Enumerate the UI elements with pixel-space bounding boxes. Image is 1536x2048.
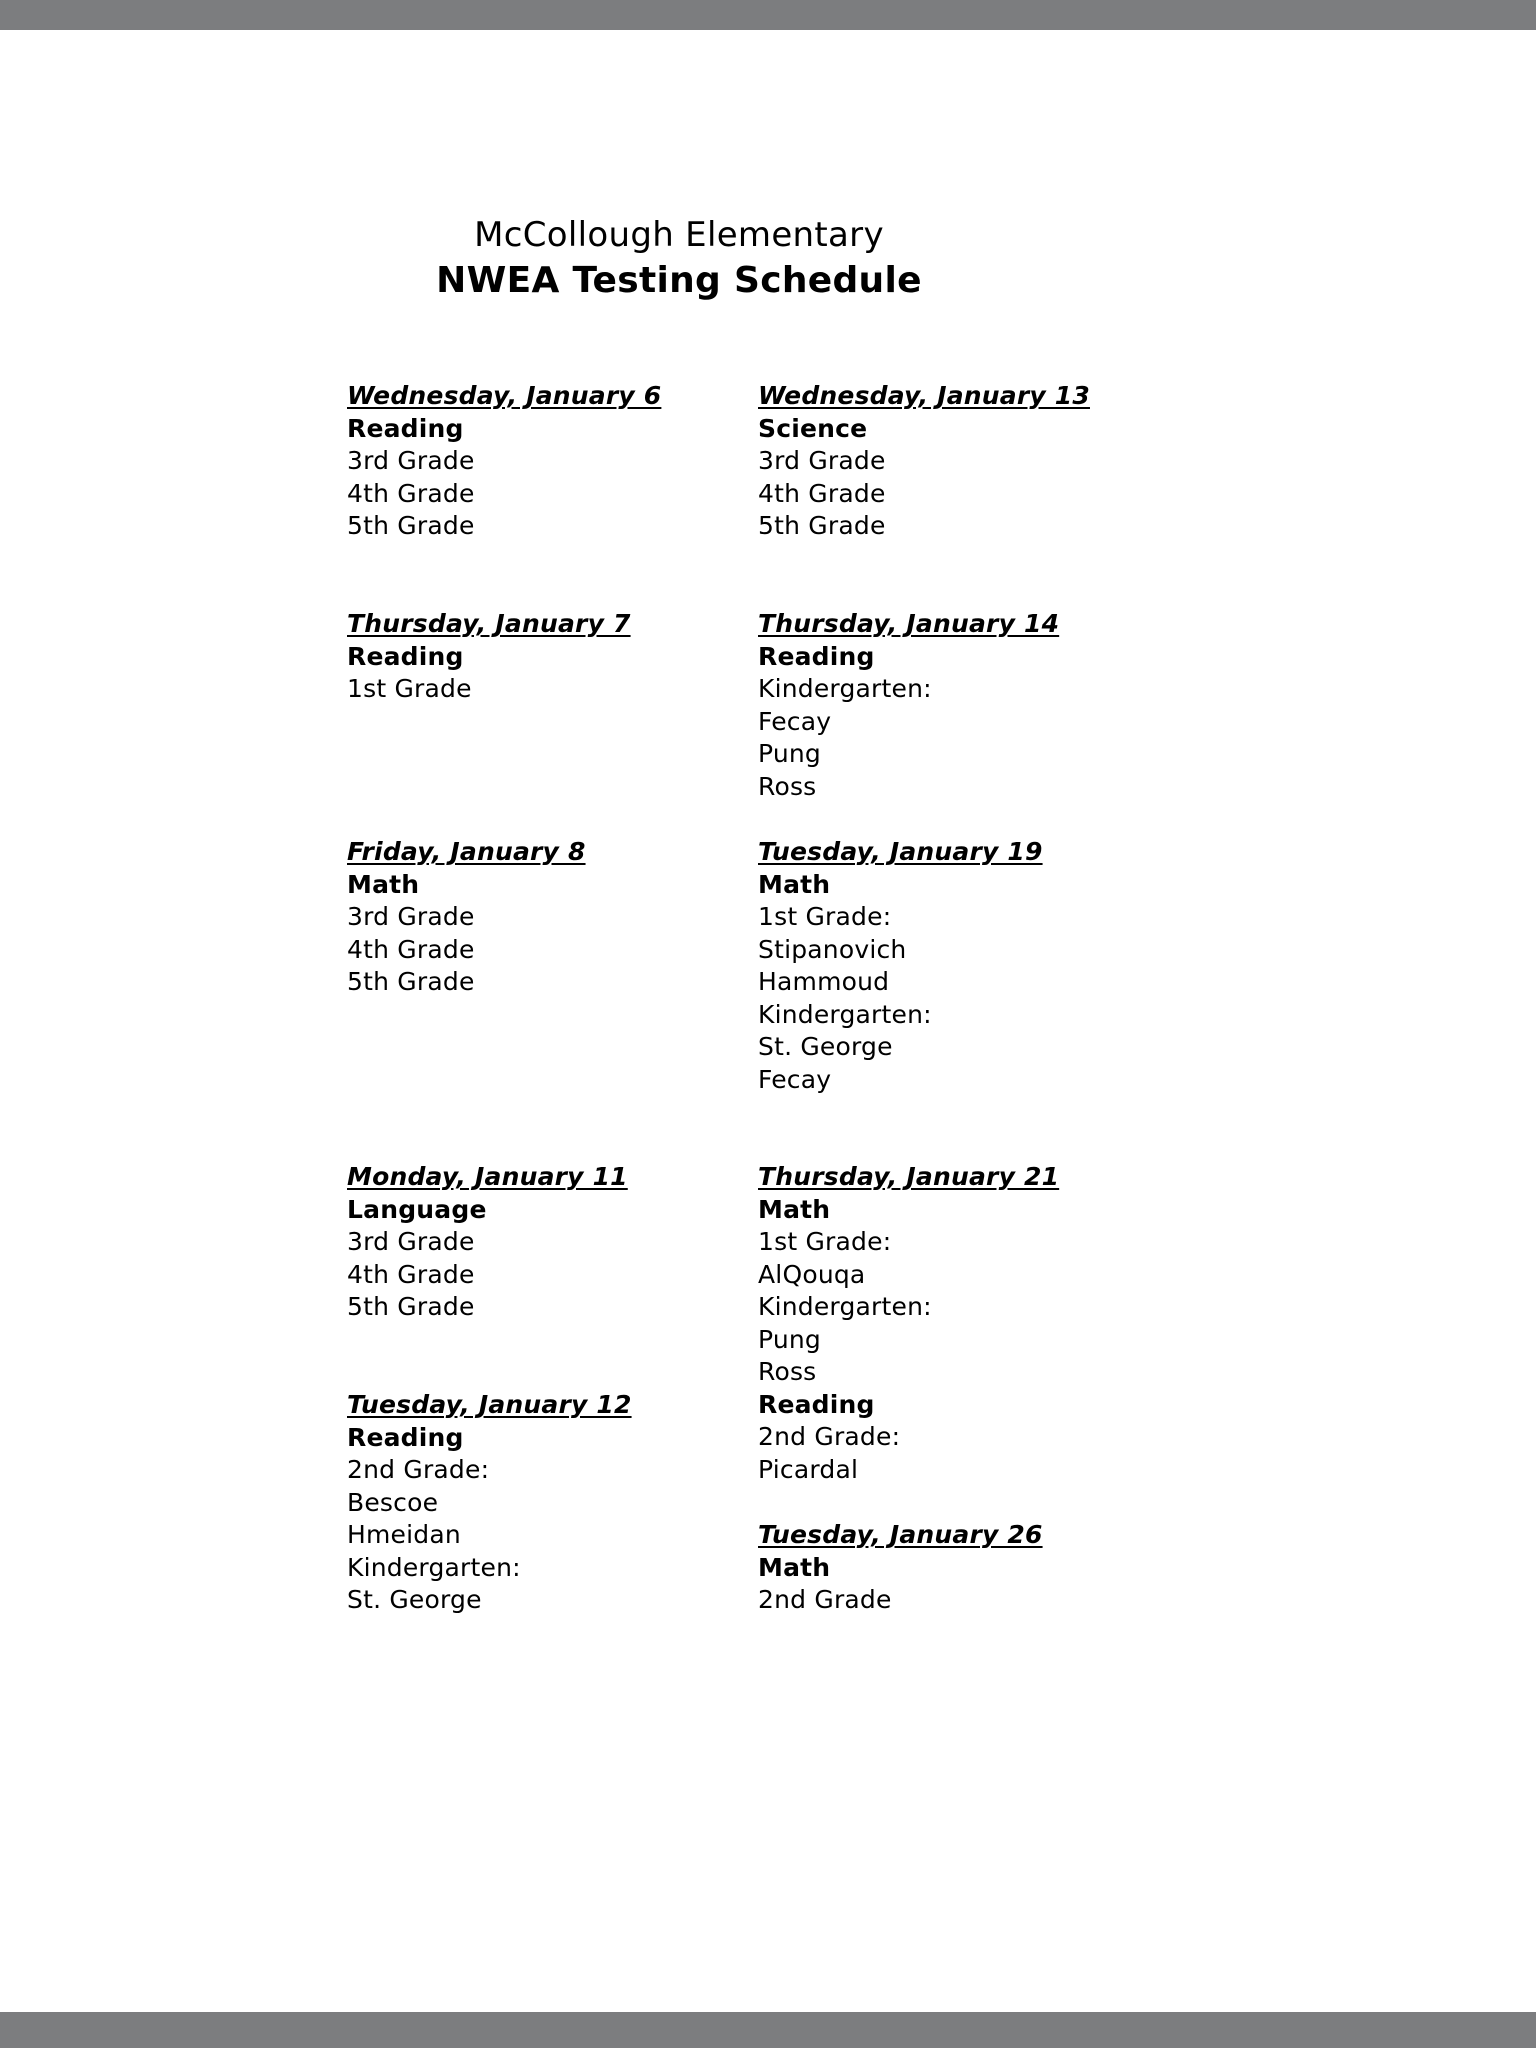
document-title: NWEA Testing Schedule [436,260,922,301]
session-item: 4th Grade [347,1259,475,1289]
session-item: Picardal [758,1454,859,1484]
session-item: St. George [347,1585,482,1614]
schedule-day-block [347,380,747,543]
session-item: Pung [758,739,821,768]
session-subject: Reading [347,1422,464,1452]
session-subject: Science [758,413,868,443]
schedule-day-block [758,1161,1158,1486]
session-item: Kindergarten: [758,999,932,1029]
session-item: 3rd Grade [347,902,475,931]
session-item: Hammoud [758,967,890,996]
day-date: Tuesday, January 12 [347,1390,632,1419]
session-item: 2nd Grade: [758,1422,901,1451]
session-subject: Reading [758,641,875,671]
session-item: 4th Grade [758,478,886,508]
schedule-day-block [758,608,1158,803]
session-item: Fecay [758,706,832,736]
day-date: Thursday, January 21 [758,1162,1060,1191]
session-item: AlQouqa [758,1259,866,1289]
session-item: 3rd Grade [347,446,475,475]
schedule-day-block [347,608,747,706]
session-item: Kindergarten: [347,1552,521,1582]
session-item: Pung [758,1324,821,1354]
session-item: 5th Grade [347,511,475,540]
session-item: Kindergarten: [758,674,932,703]
school-name: McCollough Elementary [474,215,884,255]
session-item: Kindergarten: [758,1292,932,1321]
day-date: Thursday, January 7 [347,609,631,638]
session-item: 1st Grade: [758,902,892,931]
day-date: Wednesday, January 6 [347,381,662,410]
document-page [0,30,1536,2012]
session-subject: Math [347,869,420,899]
schedule-day-block [758,1519,1158,1617]
session-item: 2nd Grade [758,1585,892,1614]
session-subject: Reading [758,1389,875,1419]
schedule-day-block [758,836,1158,1096]
session-subject: Reading [347,641,464,671]
session-item: 4th Grade [347,934,475,964]
session-subject: Reading [347,413,464,443]
session-item: Hmeidan [347,1520,461,1549]
session-item: 4th Grade [347,478,475,508]
session-item: 3rd Grade [758,446,886,475]
day-date: Tuesday, January 19 [758,837,1043,866]
session-item: 5th Grade [347,967,475,996]
day-date: Wednesday, January 13 [758,381,1090,410]
schedule-day-block [758,380,1158,543]
day-date: Tuesday, January 26 [758,1520,1043,1549]
session-item: 5th Grade [347,1292,475,1321]
schedule-day-block [347,836,747,999]
session-subject: Math [758,1552,831,1582]
session-item: 5th Grade [758,511,886,540]
day-date: Monday, January 11 [347,1162,628,1191]
session-item: Ross [758,1357,817,1386]
schedule-day-block [347,1161,747,1324]
session-item: 1st Grade [347,674,472,703]
session-item: Stipanovich [758,934,907,964]
day-date: Friday, January 8 [347,837,586,866]
session-item: Fecay [758,1064,832,1094]
session-item: Bescoe [347,1487,439,1517]
session-item: 2nd Grade: [347,1455,490,1484]
session-item: 1st Grade: [758,1227,892,1256]
session-subject: Math [758,869,831,899]
session-subject: Math [758,1194,831,1224]
session-item: St. George [758,1032,893,1061]
day-date: Thursday, January 14 [758,609,1060,638]
session-subject: Language [347,1194,487,1224]
document-header [0,212,1358,304]
session-item: Ross [758,771,817,801]
schedule-day-block [347,1389,747,1617]
session-item: 3rd Grade [347,1227,475,1256]
